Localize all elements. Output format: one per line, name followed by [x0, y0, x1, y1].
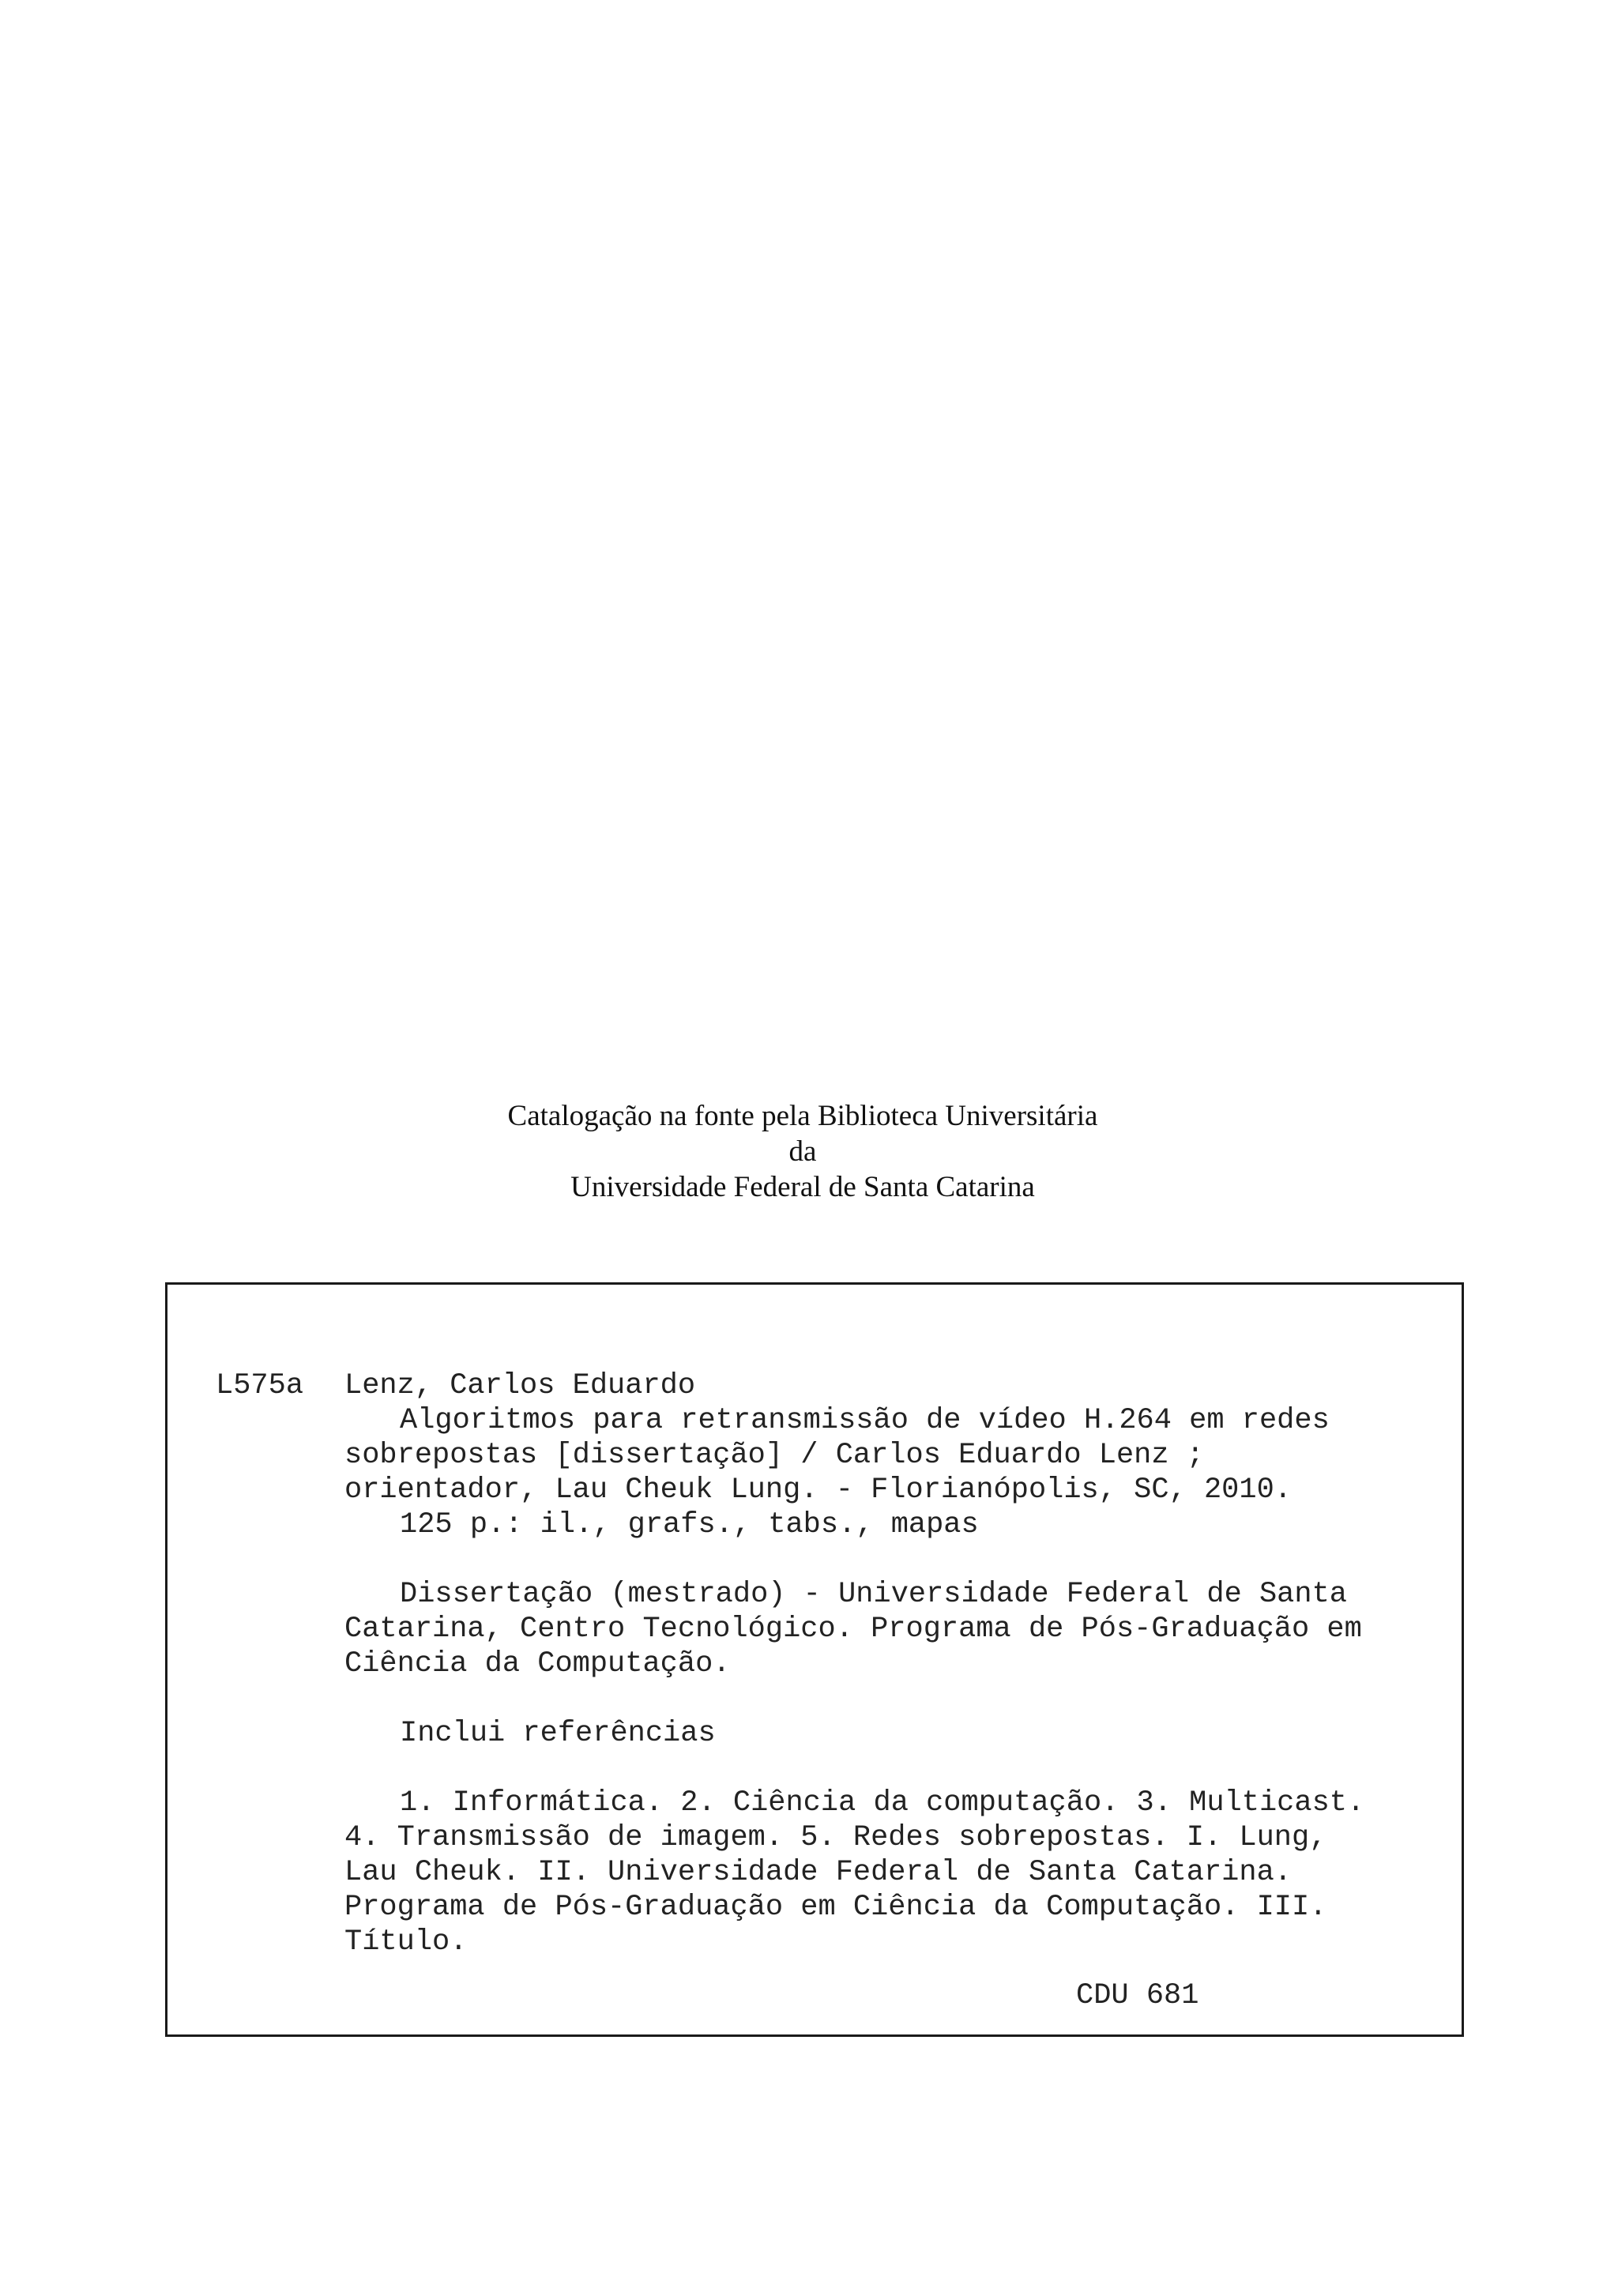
thesis-note-line: Dissertação (mestrado) - Universidade Federal de Santa — [400, 1578, 1347, 1611]
thesis-note-line: Catarina, Centro Tecnológico. Programa de Pós-Graduação em — [344, 1613, 1362, 1646]
thesis-note-line: Ciência da Computação. — [344, 1647, 731, 1681]
catalog-heading — [0, 1098, 1605, 1205]
heading-line-university: Universidade Federal de Santa Catarina — [570, 1171, 1035, 1203]
title-line: orientador, Lau Cheuk Lung. - Florianópolis, SC, 2010. — [344, 1474, 1292, 1507]
subject-line: Lau Cheuk. II. Universidade Federal de Santa Catarina. — [344, 1856, 1292, 1889]
call-number: L575a — [216, 1369, 304, 1402]
subject-line: 1. Informática. 2. Ciência da computação. 3. Multicast. — [400, 1786, 1365, 1820]
subject-line: 4. Transmissão de imagem. 5. Redes sobrepostas. I. Lung, — [344, 1821, 1327, 1854]
catalog-card — [165, 1282, 1464, 2037]
physical-description: 125 p.: il., grafs., tabs., mapas — [400, 1508, 979, 1541]
heading-line-da: da — [788, 1135, 817, 1168]
classification-number: CDU 681 — [1076, 1979, 1199, 2012]
author-entry: Lenz, Carlos Eduardo — [344, 1369, 696, 1402]
heading-line-library: Catalogação na fonte pela Biblioteca Universitária — [507, 1100, 1098, 1132]
subject-line: Título. — [344, 1925, 468, 1959]
subject-line: Programa de Pós-Graduação em Ciência da Computação. III. — [344, 1891, 1327, 1924]
title-line: Algoritmos para retransmissão de vídeo H.264 em redes — [400, 1404, 1330, 1437]
title-line: sobrepostas [dissertação] / Carlos Eduardo Lenz ; — [344, 1439, 1204, 1472]
bibliography-note: Inclui referências — [400, 1717, 716, 1750]
